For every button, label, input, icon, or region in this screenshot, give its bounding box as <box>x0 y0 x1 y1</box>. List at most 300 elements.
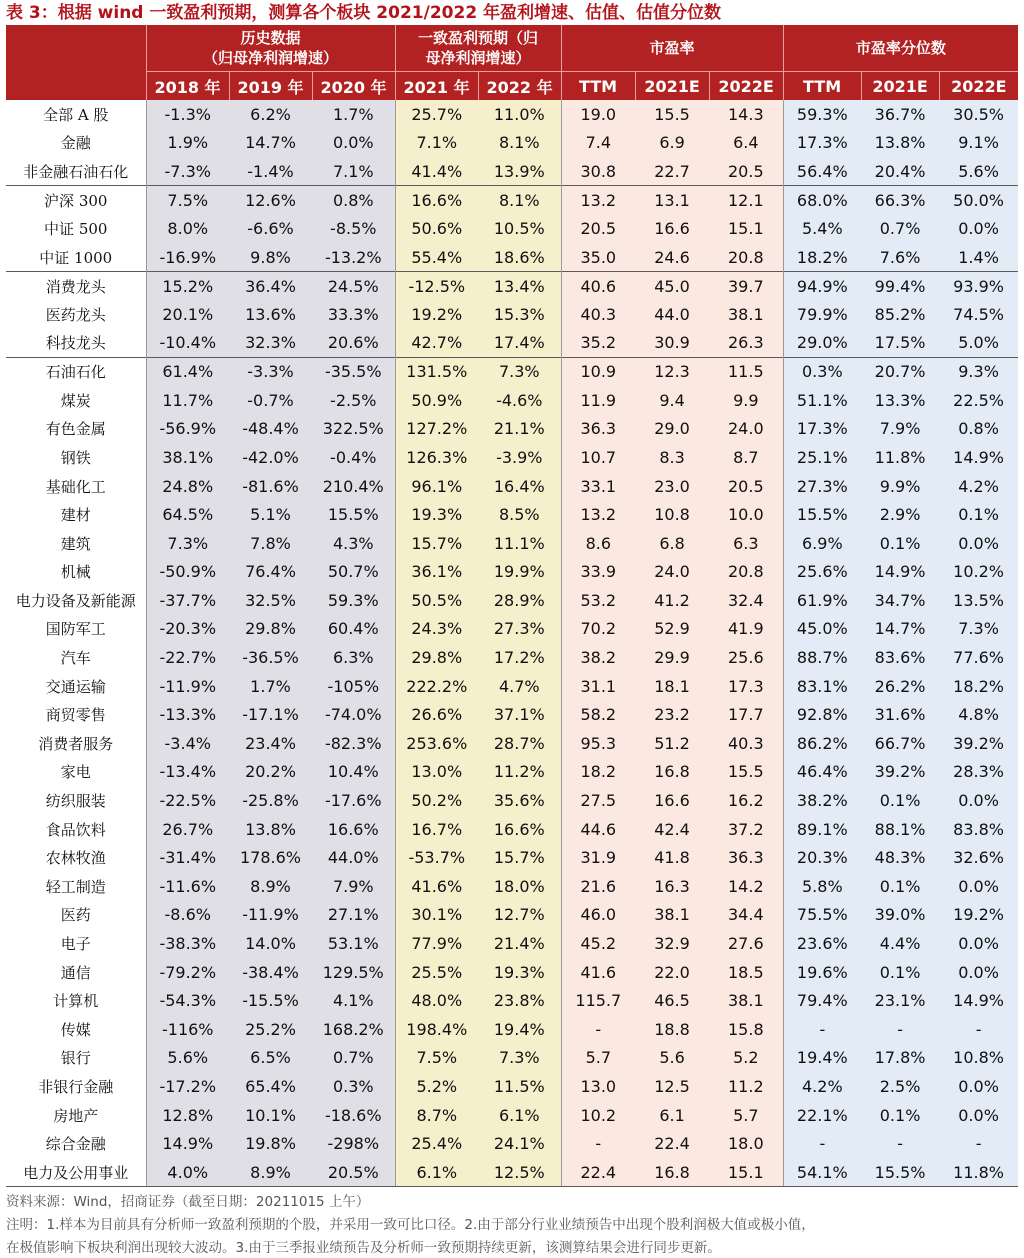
table-cell: 14.7% <box>229 129 312 158</box>
table-cell: 22.7 <box>635 157 709 186</box>
table-cell: 14.2 <box>709 872 783 901</box>
table-cell: 86.2% <box>783 729 861 758</box>
table-cell: 13.0% <box>395 758 478 787</box>
table-cell: 7.3% <box>939 615 1018 644</box>
table-cell: 6.1% <box>478 1101 561 1130</box>
table-cell: 19.2% <box>395 300 478 329</box>
table-cell: 38.1 <box>709 986 783 1015</box>
table-cell: 24.8% <box>146 472 229 501</box>
table-cell: 30.9 <box>635 329 709 358</box>
table-cell: 26.6% <box>395 700 478 729</box>
row-label: 商贸零售 <box>45 706 106 725</box>
table-cell: 9.3% <box>939 357 1018 386</box>
table-cell: -38.3% <box>146 929 229 958</box>
row-label: 基础化工 <box>45 477 106 496</box>
table-cell: 14.9% <box>939 443 1018 472</box>
row-label: 电子 <box>60 935 91 954</box>
table-cell: 16.6% <box>478 815 561 844</box>
table-cell: 0.0% <box>939 214 1018 243</box>
table-row <box>6 958 1018 987</box>
table-cell: 15.7% <box>395 529 478 558</box>
table-cell: 19.3% <box>478 958 561 987</box>
table-cell: 10.2% <box>939 558 1018 587</box>
table-cell: 29.8% <box>229 615 312 644</box>
table-cell: 44.0 <box>635 300 709 329</box>
table-cell: 4.8% <box>939 700 1018 729</box>
table-cell: 35.6% <box>478 786 561 815</box>
table-cell: 0.0% <box>939 1072 1018 1101</box>
table-cell: 6.2% <box>229 100 312 129</box>
table-cell: 5.1% <box>229 500 312 529</box>
table-cell: 29.0 <box>635 415 709 444</box>
table-row <box>6 300 1018 329</box>
table-cell: 59.3% <box>783 100 861 129</box>
table-cell: 38.1 <box>709 300 783 329</box>
row-label: 非银行金融 <box>38 1077 114 1096</box>
table-cell: 33.3% <box>312 300 395 329</box>
table-cell: 46.5 <box>635 986 709 1015</box>
table-cell: 39.0% <box>861 901 939 930</box>
table-cell: 5.6% <box>939 157 1018 186</box>
table-cell: 40.6 <box>561 272 635 301</box>
table-cell: 27.5 <box>561 786 635 815</box>
row-label: 食品饮料 <box>45 820 106 839</box>
row-label: 传媒 <box>60 1020 91 1039</box>
row-label: 汽车 <box>60 649 91 668</box>
table-cell: 0.7% <box>861 214 939 243</box>
table-cell: 40.3 <box>709 729 783 758</box>
table-cell: 11.9 <box>561 386 635 415</box>
table-cell: 5.2% <box>395 1072 478 1101</box>
table-cell: 9.8% <box>229 243 312 272</box>
table-cell: 24.0 <box>709 415 783 444</box>
table-cell: 127.2% <box>395 415 478 444</box>
table-cell: 38.1% <box>146 443 229 472</box>
table-cell: 51.1% <box>783 386 861 415</box>
table-cell: 21.1% <box>478 415 561 444</box>
table-cell: 18.2 <box>561 758 635 787</box>
table-cell: 15.7% <box>478 843 561 872</box>
table-cell: 13.8% <box>861 129 939 158</box>
table-cell: 115.7 <box>561 986 635 1015</box>
header-corner <box>6 25 146 100</box>
table-cell: 5.7 <box>561 1044 635 1073</box>
row-label: 煤炭 <box>60 391 91 410</box>
table-row <box>6 214 1018 243</box>
table-cell: 20.1% <box>146 300 229 329</box>
table-cell: 20.3% <box>783 843 861 872</box>
table-cell: 15.5 <box>635 100 709 129</box>
table-cell: 48.3% <box>861 843 939 872</box>
table-cell: 83.8% <box>939 815 1018 844</box>
table-cell: 27.3% <box>783 472 861 501</box>
row-label: 石油石化 <box>6 357 146 386</box>
table-cell: 53.2 <box>561 586 635 615</box>
row-label: 医药龙头 <box>45 305 106 324</box>
table-cell: 11.1% <box>478 529 561 558</box>
table-cell: 210.4% <box>312 472 395 501</box>
table-cell: 16.2 <box>709 786 783 815</box>
table-cell: 20.6% <box>312 329 395 358</box>
table-cell: 31.6% <box>861 700 939 729</box>
header-group-forecast: 一致盈利预期（归 母净利润增速） <box>395 25 561 72</box>
table-cell: -36.5% <box>229 643 312 672</box>
table-cell: 36.3 <box>709 843 783 872</box>
table-cell: 9.9 <box>709 386 783 415</box>
table-cell: -38.4% <box>229 958 312 987</box>
table-cell: 19.4% <box>478 1015 561 1044</box>
row-label: 轻工制造 <box>45 877 106 896</box>
table-row <box>6 672 1018 701</box>
table-cell: 26.2% <box>861 672 939 701</box>
table-cell: 17.5% <box>861 329 939 358</box>
table-cell: 24.6 <box>635 243 709 272</box>
table-cell: 15.2% <box>146 272 229 301</box>
table-row <box>6 786 1018 815</box>
table-cell: 39.2% <box>939 729 1018 758</box>
table-cell: 28.3% <box>939 758 1018 787</box>
table-cell: 41.8 <box>635 843 709 872</box>
row-label: 计算机 <box>53 992 99 1011</box>
table-cell: 29.0% <box>783 329 861 358</box>
table-cell: 19.9% <box>478 558 561 587</box>
table-cell: -13.2% <box>312 243 395 272</box>
table-cell: 13.0 <box>561 1072 635 1101</box>
table-cell: - <box>783 1015 861 1044</box>
table-row <box>6 558 1018 587</box>
table-cell: 19.3% <box>395 500 478 529</box>
table-cell: 41.6% <box>395 872 478 901</box>
table-cell: 46.0 <box>561 901 635 930</box>
column-header: TTM <box>783 72 861 101</box>
table-cell: 7.6% <box>861 243 939 272</box>
header-group-pe: 市盈率 <box>561 25 783 72</box>
table-cell: 41.9 <box>709 615 783 644</box>
table-cell: 1.4% <box>939 243 1018 272</box>
table-cell: 11.7% <box>146 386 229 415</box>
table-cell: 36.4% <box>229 272 312 301</box>
table-cell: 25.6% <box>783 558 861 587</box>
table-cell: 0.1% <box>861 872 939 901</box>
table-cell: 66.3% <box>861 186 939 215</box>
table-cell: 23.8% <box>478 986 561 1015</box>
table-row <box>6 872 1018 901</box>
table-cell: 0.0% <box>939 958 1018 987</box>
table-cell: 18.2% <box>783 243 861 272</box>
table-row <box>6 329 1018 358</box>
table-cell: 322.5% <box>312 415 395 444</box>
table-cell: 9.4 <box>635 386 709 415</box>
table-cell: 26.3 <box>709 329 783 358</box>
table-cell: 131.5% <box>395 357 478 386</box>
table-cell: 30.8 <box>561 157 635 186</box>
table-row <box>6 100 1018 129</box>
table-cell: 36.1% <box>395 558 478 587</box>
table-cell: 31.1 <box>561 672 635 701</box>
table-cell: 13.8% <box>229 815 312 844</box>
table-cell: -7.3% <box>146 157 229 186</box>
table-cell: 23.0 <box>635 472 709 501</box>
table-cell: -53.7% <box>395 843 478 872</box>
table-cell: -42.0% <box>229 443 312 472</box>
table-cell: 6.3 <box>709 529 783 558</box>
table-row <box>6 929 1018 958</box>
table-cell: 23.4% <box>229 729 312 758</box>
table-cell: 20.8 <box>709 243 783 272</box>
table-cell: 5.0% <box>939 329 1018 358</box>
table-cell: 7.3% <box>478 1044 561 1073</box>
table-cell: 50.2% <box>395 786 478 815</box>
table-cell: 13.9% <box>478 157 561 186</box>
table-cell: 21.6 <box>561 872 635 901</box>
table-cell: 56.4% <box>783 157 861 186</box>
table-cell: - <box>861 1015 939 1044</box>
table-cell: 23.6% <box>783 929 861 958</box>
table-cell: 32.9 <box>635 929 709 958</box>
table-cell: 222.2% <box>395 672 478 701</box>
table-cell: 17.7 <box>709 700 783 729</box>
table-cell: 32.5% <box>229 586 312 615</box>
table-cell: - <box>939 1015 1018 1044</box>
table-cell: 20.5 <box>709 472 783 501</box>
table-cell: 44.0% <box>312 843 395 872</box>
table-cell: 13.3% <box>861 386 939 415</box>
table-cell: 0.3% <box>312 1072 395 1101</box>
table-row <box>6 529 1018 558</box>
table-cell: -18.6% <box>312 1101 395 1130</box>
table-cell: 25.1% <box>783 443 861 472</box>
table-cell: 11.5 <box>709 357 783 386</box>
table-cell: -12.5% <box>395 272 478 301</box>
column-header: 2022E <box>709 72 783 101</box>
table-cell: 79.9% <box>783 300 861 329</box>
table-cell: 129.5% <box>312 958 395 987</box>
table-cell: 30.1% <box>395 901 478 930</box>
table-cell: 88.1% <box>861 815 939 844</box>
table-cell: 4.3% <box>312 529 395 558</box>
table-row <box>6 415 1018 444</box>
table-cell: 15.5 <box>709 758 783 787</box>
table-row <box>6 1072 1018 1101</box>
table-cell: 53.1% <box>312 929 395 958</box>
table-cell: 11.0% <box>478 100 561 129</box>
table-cell: - <box>861 1129 939 1158</box>
column-header: 2021E <box>635 72 709 101</box>
table-cell: 39.2% <box>861 758 939 787</box>
table-cell: -17.1% <box>229 700 312 729</box>
table-cell: 24.5% <box>312 272 395 301</box>
table-cell: 20.5 <box>561 214 635 243</box>
table-cell: 14.7% <box>861 615 939 644</box>
table-cell: 83.1% <box>783 672 861 701</box>
table-cell: 61.4% <box>146 357 229 386</box>
source-note: 资料来源：Wind，招商证券（截至日期：20211015 上午） <box>6 1194 370 1210</box>
table-row <box>6 815 1018 844</box>
table-row <box>6 843 1018 872</box>
table-row <box>6 1129 1018 1158</box>
column-header: 2018 年 <box>146 72 229 101</box>
table-cell: 0.0% <box>939 1101 1018 1130</box>
column-header: TTM <box>561 72 635 101</box>
table-cell: -8.6% <box>146 901 229 930</box>
table-cell: 50.7% <box>312 558 395 587</box>
table-cell: -1.3% <box>146 100 229 129</box>
table-cell: 13.1 <box>635 186 709 215</box>
table-cell: 39.7 <box>709 272 783 301</box>
table-cell: 8.0% <box>146 214 229 243</box>
table-row <box>6 157 1018 186</box>
table-cell: -15.5% <box>229 986 312 1015</box>
table-cell: - <box>939 1129 1018 1158</box>
row-label: 电力及公用事业 <box>6 1158 146 1187</box>
table-cell: 96.1% <box>395 472 478 501</box>
table-cell: 19.6% <box>783 958 861 987</box>
table-cell: 17.2% <box>478 643 561 672</box>
table-row <box>6 472 1018 501</box>
table-cell: 92.8% <box>783 700 861 729</box>
table-cell: 4.2% <box>939 472 1018 501</box>
table-cell: 20.2% <box>229 758 312 787</box>
table-cell: 41.2 <box>635 586 709 615</box>
table-cell: -6.6% <box>229 214 312 243</box>
table-cell: 12.5 <box>635 1072 709 1101</box>
table-cell: 10.1% <box>229 1101 312 1130</box>
table-cell: 6.4 <box>709 129 783 158</box>
table-cell: -3.3% <box>229 357 312 386</box>
table-cell: 4.4% <box>861 929 939 958</box>
row-label: 纺织服装 <box>45 792 106 811</box>
table-row <box>6 758 1018 787</box>
table-cell: -2.5% <box>312 386 395 415</box>
table-cell: 17.4% <box>478 329 561 358</box>
table-cell: 19.4% <box>783 1044 861 1073</box>
table-cell: 8.9% <box>229 1158 312 1187</box>
row-label: 国防军工 <box>45 620 106 639</box>
table-cell: 7.9% <box>312 872 395 901</box>
table-cell: 198.4% <box>395 1015 478 1044</box>
table-cell: 17.3% <box>783 415 861 444</box>
table-cell: 13.5% <box>939 586 1018 615</box>
row-label: 机械 <box>60 563 91 582</box>
table-cell: -54.3% <box>146 986 229 1015</box>
table-cell: 32.6% <box>939 843 1018 872</box>
table-cell: -50.9% <box>146 558 229 587</box>
table-cell: 8.7% <box>395 1101 478 1130</box>
table-cell: 44.6 <box>561 815 635 844</box>
table-cell: 4.1% <box>312 986 395 1015</box>
table-cell: 6.3% <box>312 643 395 672</box>
column-header: 2020 年 <box>312 72 395 101</box>
table-cell: 65.4% <box>229 1072 312 1101</box>
table-cell: 27.3% <box>478 615 561 644</box>
table-cell: -22.5% <box>146 786 229 815</box>
table-cell: 89.1% <box>783 815 861 844</box>
table-cell: 11.5% <box>478 1072 561 1101</box>
table-cell: 8.7 <box>709 443 783 472</box>
table-cell: 16.6% <box>312 815 395 844</box>
table-cell: 17.3 <box>709 672 783 701</box>
table-cell: -56.9% <box>146 415 229 444</box>
table-cell: 5.8% <box>783 872 861 901</box>
table-cell: 14.3 <box>709 100 783 129</box>
table-cell: 0.1% <box>861 1101 939 1130</box>
table-cell: -298% <box>312 1129 395 1158</box>
table-cell: 0.8% <box>939 415 1018 444</box>
table-cell: 11.8% <box>861 443 939 472</box>
table-cell: 8.1% <box>478 186 561 215</box>
table-cell: 10.0 <box>709 500 783 529</box>
table-cell: 50.9% <box>395 386 478 415</box>
table-cell: 7.3% <box>146 529 229 558</box>
table-cell: -35.5% <box>312 357 395 386</box>
table-title: 表 3：根据 wind 一致盈利预期，测算各个板块 2021/2022 年盈利增速、估值、估值分位数 <box>6 3 722 23</box>
table-cell: 32.4 <box>709 586 783 615</box>
table-cell: 94.9% <box>783 272 861 301</box>
table-cell: 19.0 <box>561 100 635 129</box>
table-cell: 38.2 <box>561 643 635 672</box>
table-cell: 13.4% <box>478 272 561 301</box>
table-cell: 9.1% <box>939 129 1018 158</box>
table-cell: 16.6 <box>635 786 709 815</box>
table-cell: 11.2 <box>709 1072 783 1101</box>
table-cell: 8.3 <box>635 443 709 472</box>
column-header: 2021E <box>861 72 939 101</box>
table-cell: 18.0% <box>478 872 561 901</box>
row-label: 银行 <box>60 1049 91 1068</box>
table-cell: 28.9% <box>478 586 561 615</box>
table-cell: 22.4 <box>561 1158 635 1187</box>
table-cell: 12.3 <box>635 357 709 386</box>
table-cell: 0.1% <box>861 958 939 987</box>
table-cell: 48.0% <box>395 986 478 1015</box>
table-cell: 70.2 <box>561 615 635 644</box>
table-cell: -0.4% <box>312 443 395 472</box>
table-cell: 6.1% <box>395 1158 478 1187</box>
column-header: 2022E <box>939 72 1018 101</box>
table-cell: 60.4% <box>312 615 395 644</box>
table-cell: 16.4% <box>478 472 561 501</box>
table-cell: 11.2% <box>478 758 561 787</box>
table-cell: 14.0% <box>229 929 312 958</box>
footnote-line-1: 注明：1.样本为目前具有分析师一致盈利预期的个股，并采用一致可比口径。2.由于部分行业业绩预告中出现个股利润极大值或极小值， <box>6 1217 815 1233</box>
table-cell: 34.4 <box>709 901 783 930</box>
table-cell: 99.4% <box>861 272 939 301</box>
table-cell: 7.8% <box>229 529 312 558</box>
table-cell: 41.4% <box>395 157 478 186</box>
table-cell: -20.3% <box>146 615 229 644</box>
table-cell: 15.8 <box>709 1015 783 1044</box>
header-group-pe-percentile: 市盈率分位数 <box>783 25 1018 72</box>
table-cell: 64.5% <box>146 500 229 529</box>
header-group-history: 历史数据 （归母净利润增速） <box>146 25 395 72</box>
table-cell: 5.2 <box>709 1044 783 1073</box>
table-cell: 0.3% <box>783 357 861 386</box>
table-cell: 7.9% <box>861 415 939 444</box>
table-row <box>6 443 1018 472</box>
table-cell: 0.1% <box>861 786 939 815</box>
table-cell: 20.8 <box>709 558 783 587</box>
table-cell: 15.5% <box>783 500 861 529</box>
table-cell: 8.6 <box>561 529 635 558</box>
table-cell: 20.5 <box>709 157 783 186</box>
table-cell: 18.6% <box>478 243 561 272</box>
table-cell: 34.7% <box>861 586 939 615</box>
table-cell: 10.8 <box>635 500 709 529</box>
table-cell: 12.5% <box>478 1158 561 1187</box>
table-cell: 168.2% <box>312 1015 395 1044</box>
table-cell: 6.5% <box>229 1044 312 1073</box>
footnote-line-2: 在极值影响下板块利润出现较大波动。3.由于三季报业绩预告及分析师一致预期持续更新，该测算结果会进行同步更新。 <box>6 1240 721 1256</box>
